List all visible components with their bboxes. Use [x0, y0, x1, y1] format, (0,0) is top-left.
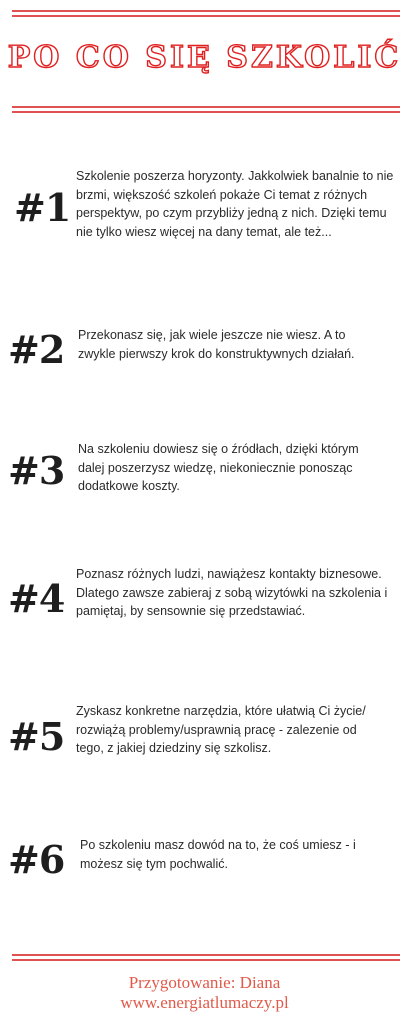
bottom-divider-2 — [12, 959, 400, 961]
top-divider-1 — [12, 10, 400, 12]
footer-website: www.energiatlumaczy.pl — [120, 993, 289, 1012]
item-number-3: #3 — [8, 448, 65, 493]
item-number-2: #2 — [8, 327, 65, 372]
page-title: PO CO SIĘ SZKOLIĆ — [7, 40, 402, 75]
item-number-4: #4 — [8, 576, 65, 621]
bottom-divider-1 — [12, 954, 400, 956]
footer-author: Przygotowanie: Diana — [128, 973, 281, 992]
item-number-5: #5 — [8, 714, 65, 759]
item-text-2: Przekonasz się, jak wiele jeszcze nie wiesz. A to zwykle pierwszy krok do konstruktywnych działań. — [78, 328, 355, 361]
item-number-6: #6 — [8, 837, 65, 882]
title-divider-1 — [12, 106, 400, 108]
item-text-1: Szkolenie poszerza horyzonty. Jakkolwiek banalnie to nie brzmi, większość szkoleń pokaże Ci temat z różnych perspektyw, po czym przybliży jedną z nich. Dzięki temu nie tylko wiesz więcej na dany temat, ale też... — [76, 169, 394, 239]
top-divider-2 — [12, 15, 400, 17]
item-number-1: #1 — [14, 185, 71, 230]
title-divider-2 — [12, 111, 400, 113]
item-text-6: Po szkoleniu masz dowód na to, że coś umiesz - i możesz się tym pochwalić. — [80, 838, 356, 871]
item-text-4: Poznasz różnych ludzi, nawiążesz kontakty biznesowe. Dlatego zawsze zabieraj z sobą wizytówki na szkolenia i pamiętaj, by sensownie się przedstawiać. — [76, 567, 388, 618]
item-text-3: Na szkoleniu dowiesz się o źródłach, dzięki którym dalej poszerzysz wiedzę, niekoniecznie ponosząc dodatkowe koszty. — [78, 442, 359, 493]
item-text-5: Zyskasz konkretne narzędzia, które ułatwią Ci życie/ rozwiążą problemy/usprawnią pracę - zalezenie od tego, z jakiej dziedziny się szkolisz. — [76, 704, 366, 755]
